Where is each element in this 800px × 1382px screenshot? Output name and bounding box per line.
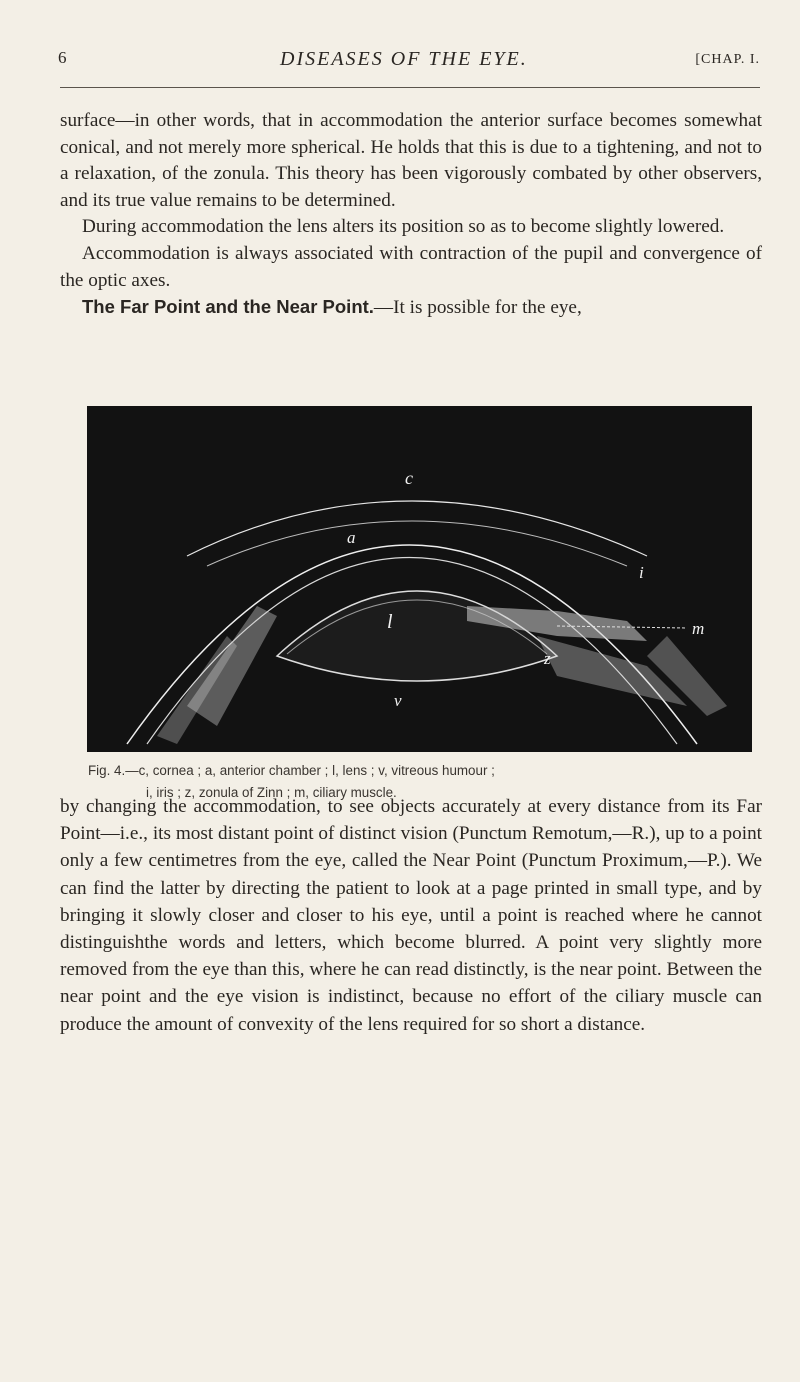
label-zonula: z	[544, 649, 551, 668]
bottom-text-block	[60, 793, 762, 1038]
label-vitreous: v	[394, 691, 402, 710]
paragraph: Accommodation is always associated with contraction of the pupil and convergence of the optic axes.	[60, 242, 762, 291]
caption-line: i, iris ; z, zonula of Zinn ; m, ciliary muscle.	[146, 785, 397, 800]
paragraph: During accommodation the lens alters its position so as to become slightly lowered.	[82, 216, 725, 238]
top-text-block	[60, 108, 762, 322]
page-number: 6	[58, 48, 67, 67]
label-iris: i	[639, 563, 644, 582]
page-header	[58, 48, 758, 80]
caption-line: Fig. 4.—c, cornea ; a, anterior chamber ; l, lens ; v, vitreous humour ;	[88, 763, 495, 778]
eye-anatomy-figure	[87, 406, 752, 752]
paragraph: surface—in other words, that in accommodation the anterior surface becomes somewhat conical, and not merely more spherical. He holds that this is due to a tightening, and not to a relaxation, of the zonula. This theory has been vigorously combated by other observers, and its true value remains to be determined.	[60, 110, 762, 211]
section-lead-text: —It is possible for the eye,	[373, 297, 582, 319]
label-anterior-chamber: a	[347, 528, 356, 547]
running-title: DISEASES OF THE EYE.	[280, 48, 528, 70]
label-cornea: c	[405, 468, 413, 488]
label-lens: l	[387, 611, 393, 633]
header-rule	[60, 87, 760, 88]
chapter-label: [CHAP. I.	[695, 52, 760, 67]
section-paragraph	[60, 294, 762, 322]
paragraph: by changing the accommodation, to see objects accurately at every distance from its Far Point—i.e., its most distant point of distinct vision (Punctum Remotum,—R.), up to a point only a few centimetres from the eye, called the Near Point (Punctum Proximum,—P.). We can find the latter by directing the patient to look at a page printed in small type, and by bringing it slowly closer and closer to his eye, until a point is reached where he cannot distinguishthe words and letters, which become blurred. A point very slightly more removed from the eye than this, where he can read distinctly, is the near point. Between the near point and the eye vision is indistinct, because no effort of the ciliary muscle can produce the amount of convexity of the lens required for so short a distance.	[60, 796, 762, 1035]
section-heading: The Far Point and the Near Point.	[82, 296, 374, 318]
label-ciliary-muscle: m	[692, 619, 705, 638]
eye-diagram	[87, 406, 752, 752]
